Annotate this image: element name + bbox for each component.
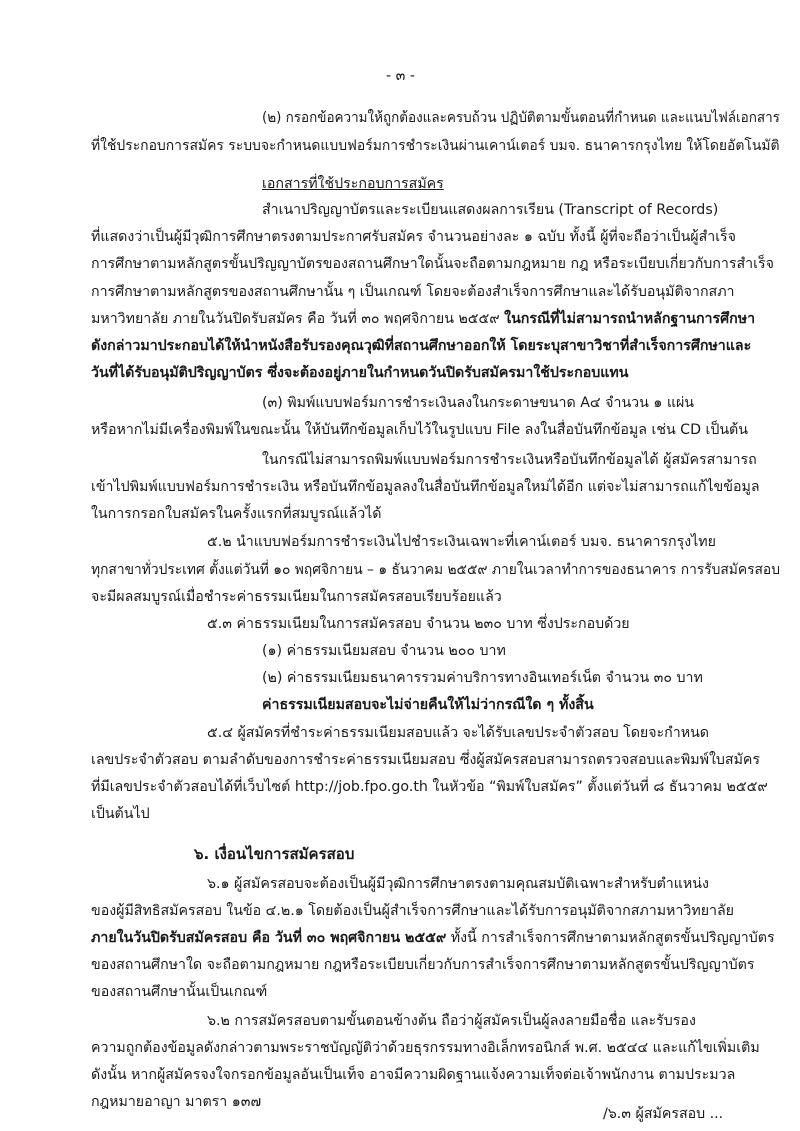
documents-line-3: การศึกษาตามหลักสูตรขั้นปริญญาบัตรของสถานศึกษาใดนั้นจะถือตามกฎหมาย กฎ หรือระเบียบเกี่ยวกับการสำเร็จ <box>91 256 774 272</box>
section-6-2-line-3: ดังนั้น หากผู้สมัครจงใจกรอกข้อมูลอันเป็นเท็จ อาจมีความผิดฐานแจ้งความเท็จต่อเจ้าพนักงาน ตามประมวล <box>91 1067 736 1083</box>
documents-line-5 <box>91 309 755 329</box>
section-6-1-bold: ภายในวันปิดรับสมัครสอบ คือ วันที่ ๓๐ พฤศจิกายน ๒๕๕๙ <box>91 930 447 946</box>
para-2-line-2: ที่ใช้ประกอบการสมัคร ระบบจะกำหนดแบบฟอร์มการชำระเงินผ่านเคาน์เตอร์ บมจ. ธนาคารกรุงไทย ให้โดยอัตโนมัติ <box>91 138 780 154</box>
section-6-1-line-3-text: ทั้งนี้ การสำเร็จการศึกษาตามหลักสูตรขั้นปริญญาบัตร <box>446 930 775 946</box>
section-5-4-line-2: เลขประจำตัวสอบ ตามลำดับของการชำระค่าธรรมเนียมสอบ ซึ่งผู้สมัครสอบสามารถตรวจสอบและพิมพ์ใบสมัคร <box>91 752 761 768</box>
para-3-line-1: (๓) พิมพ์แบบฟอร์มการชำระเงินลงในกระดาษขนาด A๔ จำนวน ๑ แผ่น <box>262 395 694 411</box>
continued-footer: /๖.๓ ผู้สมัครสอบ ... <box>603 1106 724 1122</box>
para-3-line-2: หรือหากไม่มีเครื่องพิมพ์ในขณะนั้น ให้บันทึกข้อมูลเก็บไว้ในรูปแบบ File ลงในสื่อบันทึกข้อมูล เช่น CD เป็นต้น <box>91 422 748 438</box>
fee-item-2: (๒) ค่าธรรมเนียมธนาคารรวมค่าบริการทางอินเทอร์เน็ต จำนวน ๓๐ บาท <box>262 670 703 686</box>
para-3-line-5: ในการกรอกใบสมัครในครั้งแรกที่สมบูรณ์แล้วได้ <box>91 506 382 522</box>
section-5-2-line-1: ๕.๒ นำแบบฟอร์มการชำระเงินไปชำระเงินเฉพาะที่เคาน์เตอร์ บมจ. ธนาคารกรุงไทย <box>207 534 716 550</box>
section-5-4-line-4: เป็นต้นไป <box>91 806 150 822</box>
fee-item-1: (๑) ค่าธรรมเนียมสอบ จำนวน ๒๐๐ บาท <box>262 643 506 659</box>
documents-line-4: การศึกษาตามหลักสูตรของสถานศึกษานั้น ๆ เป็นเกณฑ์ โดยจะต้องสำเร็จการศึกษาและได้รับอนุมัติจากสภา <box>91 284 735 300</box>
para-3-line-4: เข้าไปพิมพ์แบบฟอร์มการชำระเงิน หรือบันทึกข้อมูลลงในสื่อบันทึกข้อมูลใหม่ได้อีก แต่จะไม่สามารถแก้ไขข้อมูล <box>91 479 760 495</box>
section-6-title: ๖. เงื่อนไขการสมัครสอบ <box>194 845 355 863</box>
documents-heading: เอกสารที่ใช้ประกอบการสมัคร <box>262 176 444 192</box>
section-6-2-line-2: ความถูกต้องข้อมูลดังกล่าวตามพระราชบัญญัติว่าด้วยธุรกรรมทางอิเล็กทรอนิกส์ พ.ศ. ๒๕๔๔ และแก้ไขเพิ่มเติม <box>91 1040 760 1056</box>
section-5-3-line-1: ๕.๓ ค่าธรรมเนียมในการสมัครสอบ จำนวน ๒๓๐ บาท ซึ่งประกอบด้วย <box>207 616 630 632</box>
section-6-2-line-4: กฎหมายอาญา มาตรา ๑๓๗ <box>91 1094 262 1110</box>
para-2-line-1: (๒) กรอกข้อความให้ถูกต้องและครบถ้วน ปฏิบัติตามขั้นตอนที่กำหนด และแนบไฟล์เอกสาร <box>262 110 780 126</box>
page-number: - ๓ - <box>386 68 415 84</box>
section-6-1-line-2: ของผู้มีสิทธิสมัครสอบ ในข้อ ๔.๒.๑ โดยต้องเป็นผู้สำเร็จการศึกษาและได้รับการอนุมัติจากสภามหาวิทยาลัย <box>91 903 734 919</box>
section-5-2-line-3: จะมีผลสมบูรณ์เมื่อชำระค่าธรรมเนียมในการสมัครสอบเรียบร้อยแล้ว <box>91 589 502 605</box>
documents-line-2: ที่แสดงว่าเป็นผู้มีวุฒิการศึกษาตรงตามประกาศรับสมัคร จำนวนอย่างละ ๑ ฉบับ ทั้งนี้ ผู้ที่จะถือว่าเป็นผู้สำเร็จ <box>91 229 736 245</box>
documents-line-5-text: มหาวิทยาลัย ภายในวันปิดรับสมัคร คือ วันที่ ๓๐ พฤศจิกายน ๒๕๕๙ <box>91 311 505 327</box>
section-6-2-line-1: ๖.๒ การสมัครสอบตามขั้นตอนข้างต้น ถือว่าผู้สมัครเป็นผู้ลงลายมือชื่อ และรับรอง <box>207 1013 696 1029</box>
section-5-4-line-1: ๕.๔ ผู้สมัครที่ชำระค่าธรรมเนียมสอบแล้ว จะได้รับเลขประจำตัวสอบ โดยจะกำหนด <box>207 725 709 741</box>
documents-bold-3: วันที่ได้รับอนุมัติปริญญาบัตร ซึ่งจะต้องอยู่ภายในกำหนดวันปิดรับสมัครมาใช้ประกอบแทน <box>91 365 629 381</box>
documents-line-1: สำเนาปริญญาบัตรและระเบียนแสดงผลการเรียน (Transcript of Records) <box>262 202 719 218</box>
section-6-1-line-4: ของสถานศึกษาใด จะถือตามกฎหมาย กฎหรือระเบียบเกี่ยวกับการสำเร็จการศึกษาตามหลักสูตรขั้นปริญญาบัตร <box>91 957 755 973</box>
documents-bold-1: ในกรณีที่ไม่สามารถนำหลักฐานการศึกษา <box>504 311 756 327</box>
section-5-2-line-2: ทุกสาขาทั่วประเทศ ตั้งแต่วันที่ ๑๐ พฤศจิกายน – ๑ ธันวาคม ๒๕๕๙ ภายในเวลาทำการของธนาคาร การรับสมัครสอบ <box>91 562 780 578</box>
fee-non-refundable-note: ค่าธรรมเนียมสอบจะไม่จ่ายคืนให้ไม่ว่ากรณีใด ๆ ทั้งสิ้น <box>262 697 594 713</box>
section-6-1-line-3 <box>91 928 775 948</box>
documents-bold-2: ดังกล่าวมาประกอบได้ให้นำหนังสือรับรองคุณวุฒิที่สถานศึกษาออกให้ โดยระบุสาขาวิชาที่สำเร็จการศึกษาและ <box>91 338 752 354</box>
section-6-1-line-1: ๖.๑ ผู้สมัครสอบจะต้องเป็นผู้มีวุฒิการศึกษาตรงตามคุณสมบัติเฉพาะสำหรับตำแหน่ง <box>207 876 709 892</box>
para-3-line-3: ในกรณีไม่สามารถพิมพ์แบบฟอร์มการชำระเงินหรือบันทึกข้อมูลได้ ผู้สมัครสามารถ <box>262 452 757 468</box>
section-6-1-line-5: ของสถานศึกษานั้นเป็นเกณฑ์ <box>91 984 268 1000</box>
section-5-4-line-3: ที่มีเลขประจำตัวสอบได้ที่เว็บไซต์ http://job.fpo.go.th ในหัวข้อ “พิมพ์ใบสมัคร” ตั้งแต่วันที่ ๘ ธันวาคม ๒๕๕๙ <box>91 779 768 795</box>
